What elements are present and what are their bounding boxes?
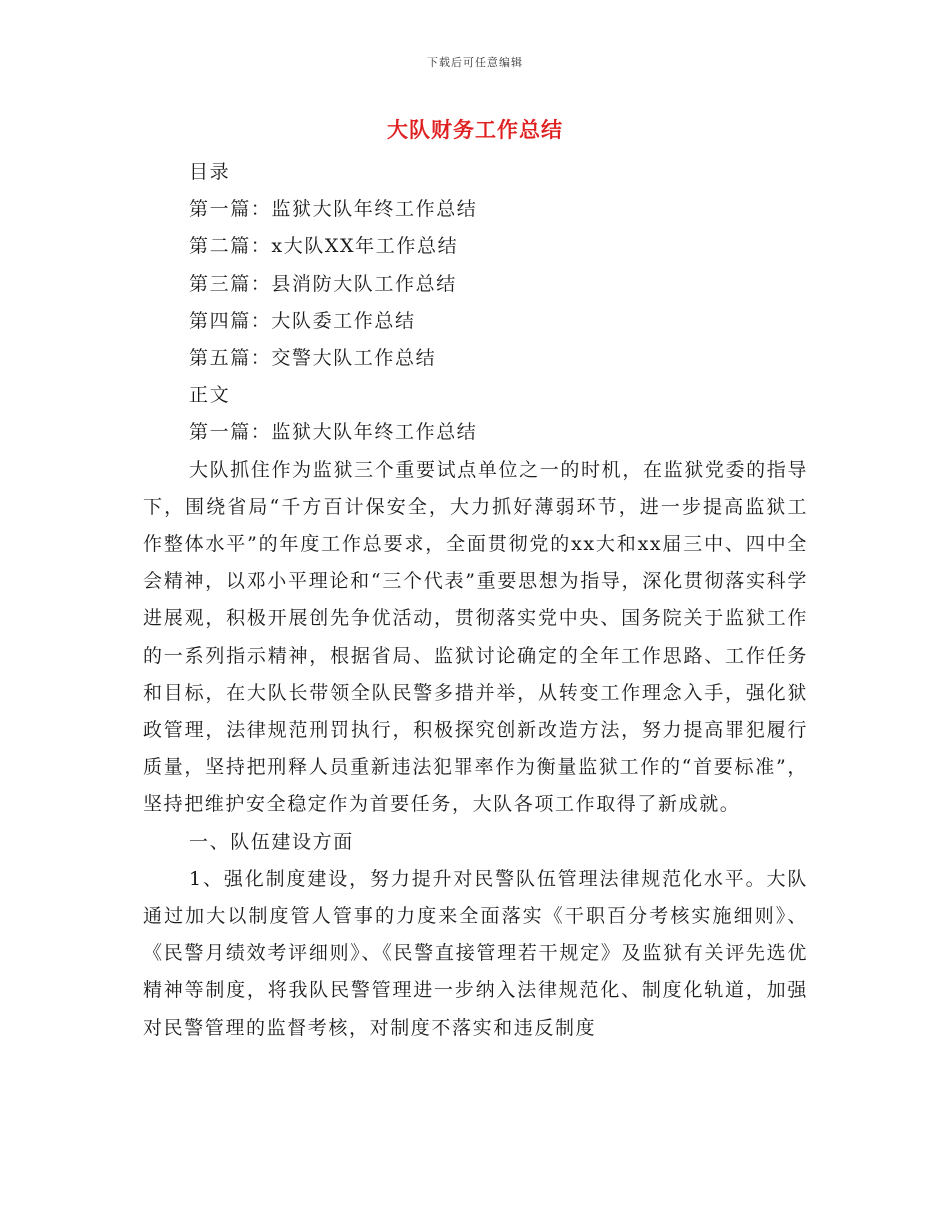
subheading: 一、队伍建设方面 — [189, 830, 354, 853]
document-title: 大队财务工作总结 — [387, 118, 563, 142]
header-note: 下载后可任意编辑 — [427, 56, 523, 69]
toc-item: 第一篇：监狱大队年终工作总结 — [189, 198, 478, 221]
document-body — [143, 154, 808, 1047]
body-paragraph: 1、强化制度建设，努力提升对民警队伍管理法律规范化水平。大队通过加大以制度管人管事的力度来全面落实《干职百分考核实施细则》、《民警月绩效考评细则》、《民警直接管理若干规定》及监狱有关评先选优精神等制度，将我队民警管理进一步纳入法律规范化、制度化轨道，加强对民警管理的监督考核，对制度不落实和违反制度 — [143, 867, 808, 1039]
toc-heading: 目录 — [189, 161, 231, 183]
main-heading: 正文 — [189, 384, 231, 407]
toc-item: 第五篇：交警大队工作总结 — [189, 347, 437, 370]
toc-item: 第二篇：x大队XX年工作总结 — [189, 235, 459, 258]
toc-item: 第四篇：大队委工作总结 — [189, 309, 416, 332]
toc-item: 第三篇：县消防大队工作总结 — [189, 272, 457, 295]
body-paragraph: 大队抓住作为监狱三个重要试点单位之一的时机，在监狱党委的指导下，围绕省局“千方百计保安全，大力抓好薄弱环节，进一步提高监狱工作整体水平”的年度工作总要求，全面贯彻党的xx大和xx届三中、四中全会精神，以邓小平理论和“三个代表”重要思想为指导，深化贯彻落实科学进展观，积极开展创先争优活动，贯彻落实党中央、国务院关于监狱工作的一系列指示精神，根据省局、监狱讨论确定的全年工作思路、工作任务和目标，在大队长带领全队民警多措并举，从转变工作理念入手，强化狱政管理，法律规范刑罚执行，积极探究创新改造方法，努力提高罪犯履行质量，坚持把刑释人员重新违法犯罪率作为衡量监狱工作的“首要标准”，坚持把维护安全稳定作为首要任务，大队各项工作取得了新成就。 — [143, 458, 808, 816]
section-title: 第一篇：监狱大队年终工作总结 — [189, 421, 478, 444]
